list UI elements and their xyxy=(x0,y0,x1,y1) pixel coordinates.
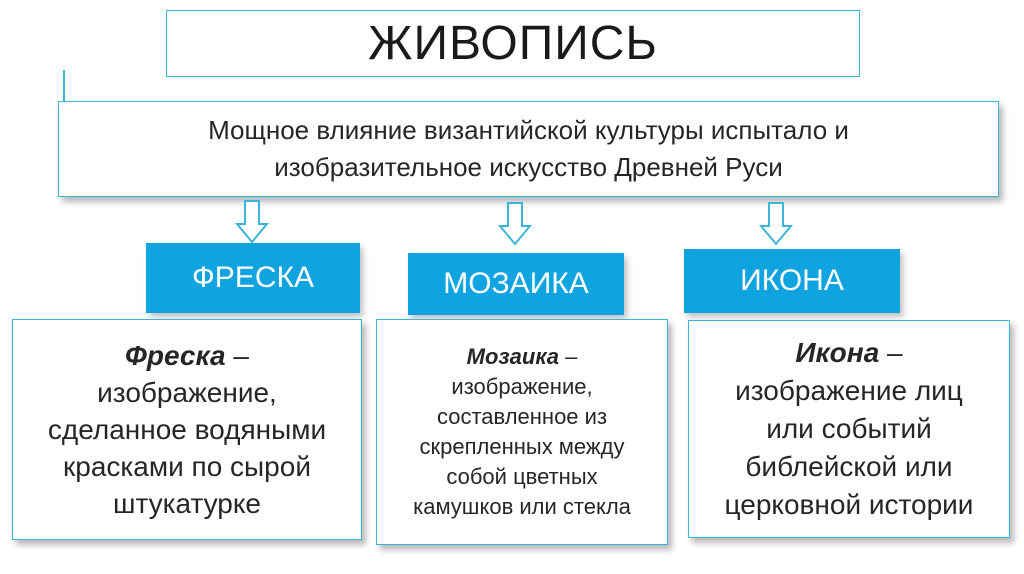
down-arrow-icon xyxy=(759,202,793,246)
down-arrow-icon xyxy=(498,202,532,246)
subtitle-line-2: изобразительное искусство Древней Руси xyxy=(274,152,783,182)
definition-mosaic: Мозаика – изображение, составленное из скрепленных между собой цветных камушков или стекла xyxy=(376,319,668,545)
definition-line: штукатурке xyxy=(113,488,261,519)
definition-line: собой цветных xyxy=(446,464,598,489)
definition-fresco: Фреска – изображение, сделанное водяными красками по сырой штукатурке xyxy=(12,319,362,540)
definition-line: составленное из xyxy=(436,404,608,429)
definition-line: камушков или стекла xyxy=(413,494,631,519)
definition-line: скрепленных между xyxy=(419,434,625,459)
definition-icon: Икона – изображение лиц или событий библейской или церковной истории xyxy=(688,320,1010,538)
definition-line: церковной истории xyxy=(724,489,974,520)
subtitle-box xyxy=(58,101,999,197)
definition-line: красками по сырой xyxy=(63,451,311,482)
category-fresco: ФРЕСКА xyxy=(146,243,360,313)
connector-line xyxy=(63,70,65,104)
definition-term: Фреска xyxy=(125,340,226,371)
subtitle-line-1: Мощное влияние византийской культуры испытало и xyxy=(208,115,849,145)
subtitle-text xyxy=(208,112,849,186)
definition-line: изображение, xyxy=(97,377,277,408)
diagram-title: ЖИВОПИСЬ xyxy=(166,10,860,77)
definition-line: изображение лиц xyxy=(735,375,963,406)
definition-line: или событий xyxy=(766,413,932,444)
category-icon: ИКОНА xyxy=(684,249,900,313)
definition-line: изображение, xyxy=(451,374,593,399)
definition-term: Мозаика xyxy=(466,344,559,369)
definition-line: сделанное водяными xyxy=(47,414,327,445)
down-arrow-icon xyxy=(235,200,269,244)
definition-line: библейской или xyxy=(745,451,953,482)
definition-term: Икона xyxy=(795,337,880,368)
category-mosaic: МОЗАИКА xyxy=(408,253,624,315)
